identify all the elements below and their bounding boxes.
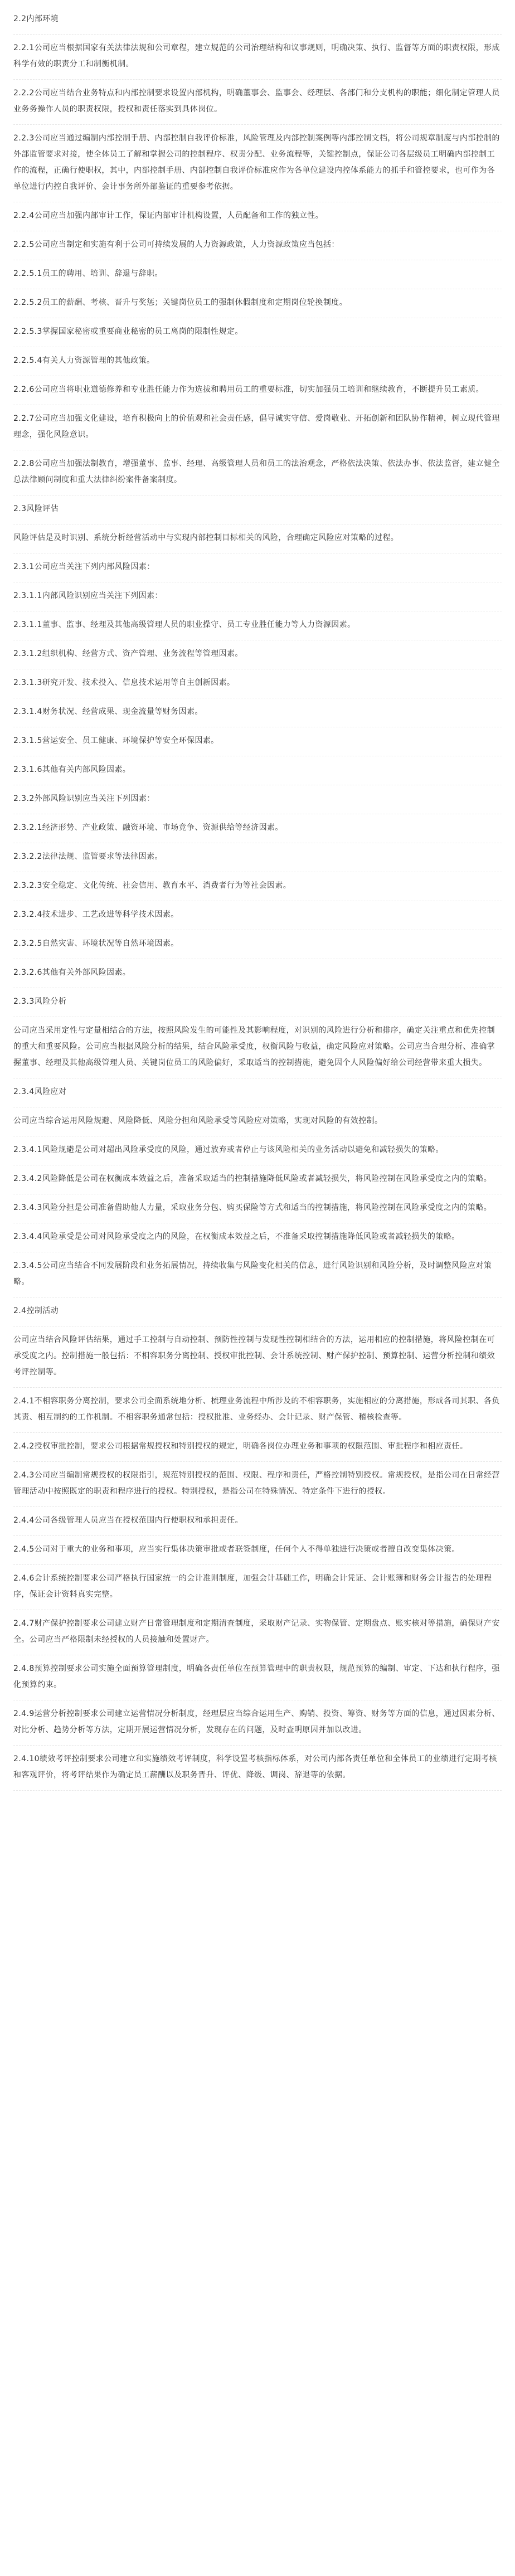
- section-heading: 2.4控制活动: [13, 1297, 502, 1326]
- paragraph: 2.2.7公司应当加强文化建设，培育积极向上的价值观和社会责任感，倡导诚实守信、爱岗敬业、开拓创新和团队协作精神，树立现代管理理念，强化风险意识。: [13, 405, 502, 450]
- section-heading: 2.3.3风险分析: [13, 988, 502, 1017]
- paragraph: 公司应当采用定性与定量相结合的方法，按照风险发生的可能性及其影响程度，对识别的风险进行分析和排序，确定关注重点和优先控制的重大和重要风险。公司应当根据风险分析的结果，结合风险承受度，权衡风险与收益，确定风险应对策略。公司应当合理分析、准确掌握董事、经理及其他高级管理人员、关键岗位员工的风险偏好，采取适当的控制措施，避免因个人风险偏好给公司经营带来重大损失。: [13, 1017, 502, 1078]
- paragraph: 2.3.1.4财务状况、经营成果、现金流量等财务因素。: [13, 698, 502, 727]
- paragraph: 公司应当综合运用风险规避、风险降低、风险分担和风险承受等风险应对策略，实现对风险的有效控制。: [13, 1107, 502, 1136]
- paragraph: 2.3.2.6其他有关外部风险因素。: [13, 959, 502, 988]
- paragraph: 2.3.1.2组织机构、经营方式、资产管理、业务流程等管理因素。: [13, 640, 502, 669]
- paragraph: 2.3.4.4风险承受是公司对风险承受度之内的风险，在权衡成本效益之后，不准备采取控制措施降低风险或者减轻损失的策略。: [13, 1223, 502, 1252]
- paragraph: 2.4.9运营分析控制要求公司建立运营情况分析制度，经理层应当综合运用生产、购销、投资、筹资、财务等方面的信息，通过因素分析、对比分析、趋势分析等方法，定期开展运营情况分析，发现存在的问题，及时查明原因并加以改进。: [13, 1700, 502, 1746]
- paragraph: 2.3.2.1经济形势、产业政策、融资环境、市场竞争、资源供给等经济因素。: [13, 814, 502, 843]
- paragraph: 2.2.5公司应当制定和实施有利于公司可持续发展的人力资源政策，人力资源政策应当包括：: [13, 231, 502, 260]
- paragraph: 2.3.1.6其他有关内部风险因素。: [13, 756, 502, 785]
- paragraph: 2.2.2公司应当结合业务特点和内部控制要求设置内部机构，明确董事会、监事会、经理层、各部门和分支机构的职能；细化制定管理人员业务务操作人员的职责权限，授权和责任落实到具体岗位。: [13, 80, 502, 125]
- paragraph: 2.3.4.1风险规避是公司对超出风险承受度的风险，通过放弃或者停止与该风险相关的业务活动以避免和减轻损失的策略。: [13, 1136, 502, 1165]
- paragraph: 2.3.2外部风险识别应当关注下列因素：: [13, 785, 502, 814]
- paragraph: 2.3.2.4技术进步、工艺改进等科学技术因素。: [13, 901, 502, 930]
- paragraph: 2.2.4公司应当加强内部审计工作，保证内部审计机构设置，人员配备和工作的独立性。: [13, 202, 502, 231]
- paragraph: 2.2.8公司应当加强法制教育，增强董事、监事、经理、高级管理人员和员工的法治观念，严格依法决策、依法办事、依法监督，建立健全总法律顾问制度和重大法律纠纷案件备案制度。: [13, 450, 502, 495]
- paragraph: 2.4.3公司应当编制常规授权的权限指引，规范特别授权的范围、权限、程序和责任，严格控制特别授权。常规授权，是指公司在日常经营管理活动中按照既定的职责和程序进行的授权。特别授权，是指公司在特殊情况、特定条件下进行的授权。: [13, 1462, 502, 1507]
- paragraph: 2.4.5公司对于重大的业务和事项，应当实行集体决策审批或者联签制度，任何个人不得单独进行决策或者擅自改变集体决策。: [13, 1536, 502, 1565]
- section-heading: 2.3.4风险应对: [13, 1078, 502, 1107]
- paragraph: 2.2.5.2员工的薪酬、考核、晋升与奖惩；关键岗位员工的强制休假制度和定期岗位轮换制度。: [13, 289, 502, 318]
- paragraph: 2.3.1.1内部风险识别应当关注下列因素：: [13, 582, 502, 611]
- paragraph: 2.3.2.2法律法规、监管要求等法律因素。: [13, 843, 502, 872]
- paragraph: 风险评估是及时识别、系统分析经营活动中与实现内部控制目标相关的风险，合理确定风险应对策略的过程。: [13, 524, 502, 553]
- paragraph: 2.4.10绩效考评控制要求公司建立和实施绩效考评制度，科学设置考核指标体系，对公司内部各责任单位和全体员工的业绩进行定期考核和客观评价，将考评结果作为确定员工薪酬以及职务晋升、评优、降级、调岗、辞退等的依据。: [13, 1746, 502, 1791]
- paragraph: 2.4.7财产保护控制要求公司建立财产日常管理制度和定期清查制度，采取财产记录、实物保管、定期盘点、账实核对等措施，确保财产安全。公司应当严格限制未经授权的人员接触和处置财产。: [13, 1610, 502, 1655]
- paragraph: 2.2.5.4有关人力资源管理的其他政策。: [13, 347, 502, 376]
- paragraph: 2.2.3公司应当通过编制内部控制手册、内部控制自我评价标准，风险管理及内部控制案例等内部控制文档，将公司规章制度与内部控制的外部监管要求对接，使全体员工了解和掌握公司的控制程序、权责分配、业务流程等，关键控制点，保证公司各层级员工明确内部控制工作的流程，正确行使职权，其中，内部控制手册、内部控制自我评价标准应作为各单位建设内控体系能力的抓手和管控要求，也可作为各单位进行内控自我评价、会计事务所外部鉴证的重要参考依据。: [13, 125, 502, 202]
- paragraph: 2.4.4公司各级管理人员应当在授权范围内行使职权和承担责任。: [13, 1507, 502, 1536]
- paragraph: 2.2.1公司应当根据国家有关法律法规和公司章程，建立规范的公司治理结构和议事规则，明确决策、执行、监督等方面的职责权限，形成科学有效的职责分工和制衡机制。: [13, 35, 502, 80]
- paragraph: 2.2.5.1员工的聘用、培训、辞退与辞职。: [13, 260, 502, 289]
- paragraph: 2.3.2.3安全稳定、文化传统、社会信用、教育水平、消费者行为等社会因素。: [13, 872, 502, 901]
- section-heading: 2.3风险评估: [13, 495, 502, 524]
- paragraph: 2.3.4.5公司应当结合不同发展阶段和业务拓展情况，持续收集与风险变化相关的信息，进行风险识别和风险分析，及时调整风险应对策略。: [13, 1252, 502, 1297]
- paragraph: 2.4.6会计系统控制要求公司严格执行国家统一的会计准则制度，加强会计基础工作，明确会计凭证、会计账簿和财务会计报告的处理程序，保证会计资料真实完整。: [13, 1565, 502, 1610]
- paragraph: 2.3.1.3研究开发、技术投入、信息技术运用等自主创新因素。: [13, 669, 502, 698]
- paragraph: 2.4.1不相容职务分离控制，要求公司全面系统地分析、梳理业务流程中所涉及的不相容职务，实施相应的分离措施，形成各司其职、各负其责、相互制约的工作机制。不相容职务通常包括：授权批准、业务经办、会计记录、财产保管、稽核检查等。: [13, 1388, 502, 1433]
- paragraph: 2.2.6公司应当将职业道德修养和专业胜任能力作为选拔和聘用员工的重要标准，切实加强员工培训和继续教育，不断提升员工素质。: [13, 376, 502, 405]
- paragraph: 2.3.1公司应当关注下列内部风险因素：: [13, 553, 502, 582]
- paragraph: 2.3.1.1董事、监事、经理及其他高级管理人员的职业操守、员工专业胜任能力等人力资源因素。: [13, 611, 502, 640]
- paragraph: 2.2.5.3掌握国家秘密或重要商业秘密的员工离岗的限制性规定。: [13, 318, 502, 347]
- paragraph: 2.3.1.5营运安全、员工健康、环境保护等安全环保因素。: [13, 727, 502, 756]
- paragraph: 2.4.8预算控制要求公司实施全面预算管理制度，明确各责任单位在预算管理中的职责权限，规范预算的编制、审定、下达和执行程序，强化预算约束。: [13, 1655, 502, 1700]
- paragraph: 公司应当结合风险评估结果，通过手工控制与自动控制、预防性控制与发现性控制相结合的方法，运用相应的控制措施，将风险控制在可承受度之内。控制措施一般包括：不相容职务分离控制、授权审批控制、会计系统控制、财产保护控制、预算控制、运营分析控制和绩效考评控制等。: [13, 1326, 502, 1388]
- paragraph: 2.4.2授权审批控制，要求公司根据常规授权和特别授权的规定，明确各岗位办理业务和事项的权限范围、审批程序和相应责任。: [13, 1433, 502, 1462]
- paragraph: 2.3.2.5自然灾害、环境状况等自然环境因素。: [13, 930, 502, 959]
- section-heading: 2.2内部环境: [13, 6, 502, 35]
- paragraph: 2.3.4.3风险分担是公司准备借助他人力量，采取业务分包、购买保险等方式和适当的控制措施，将风险控制在风险承受度之内的策略。: [13, 1194, 502, 1223]
- paragraph: 2.3.4.2风险降低是公司在权衡成本效益之后，准备采取适当的控制措施降低风险或者减轻损失，将风险控制在风险承受度之内的策略。: [13, 1165, 502, 1194]
